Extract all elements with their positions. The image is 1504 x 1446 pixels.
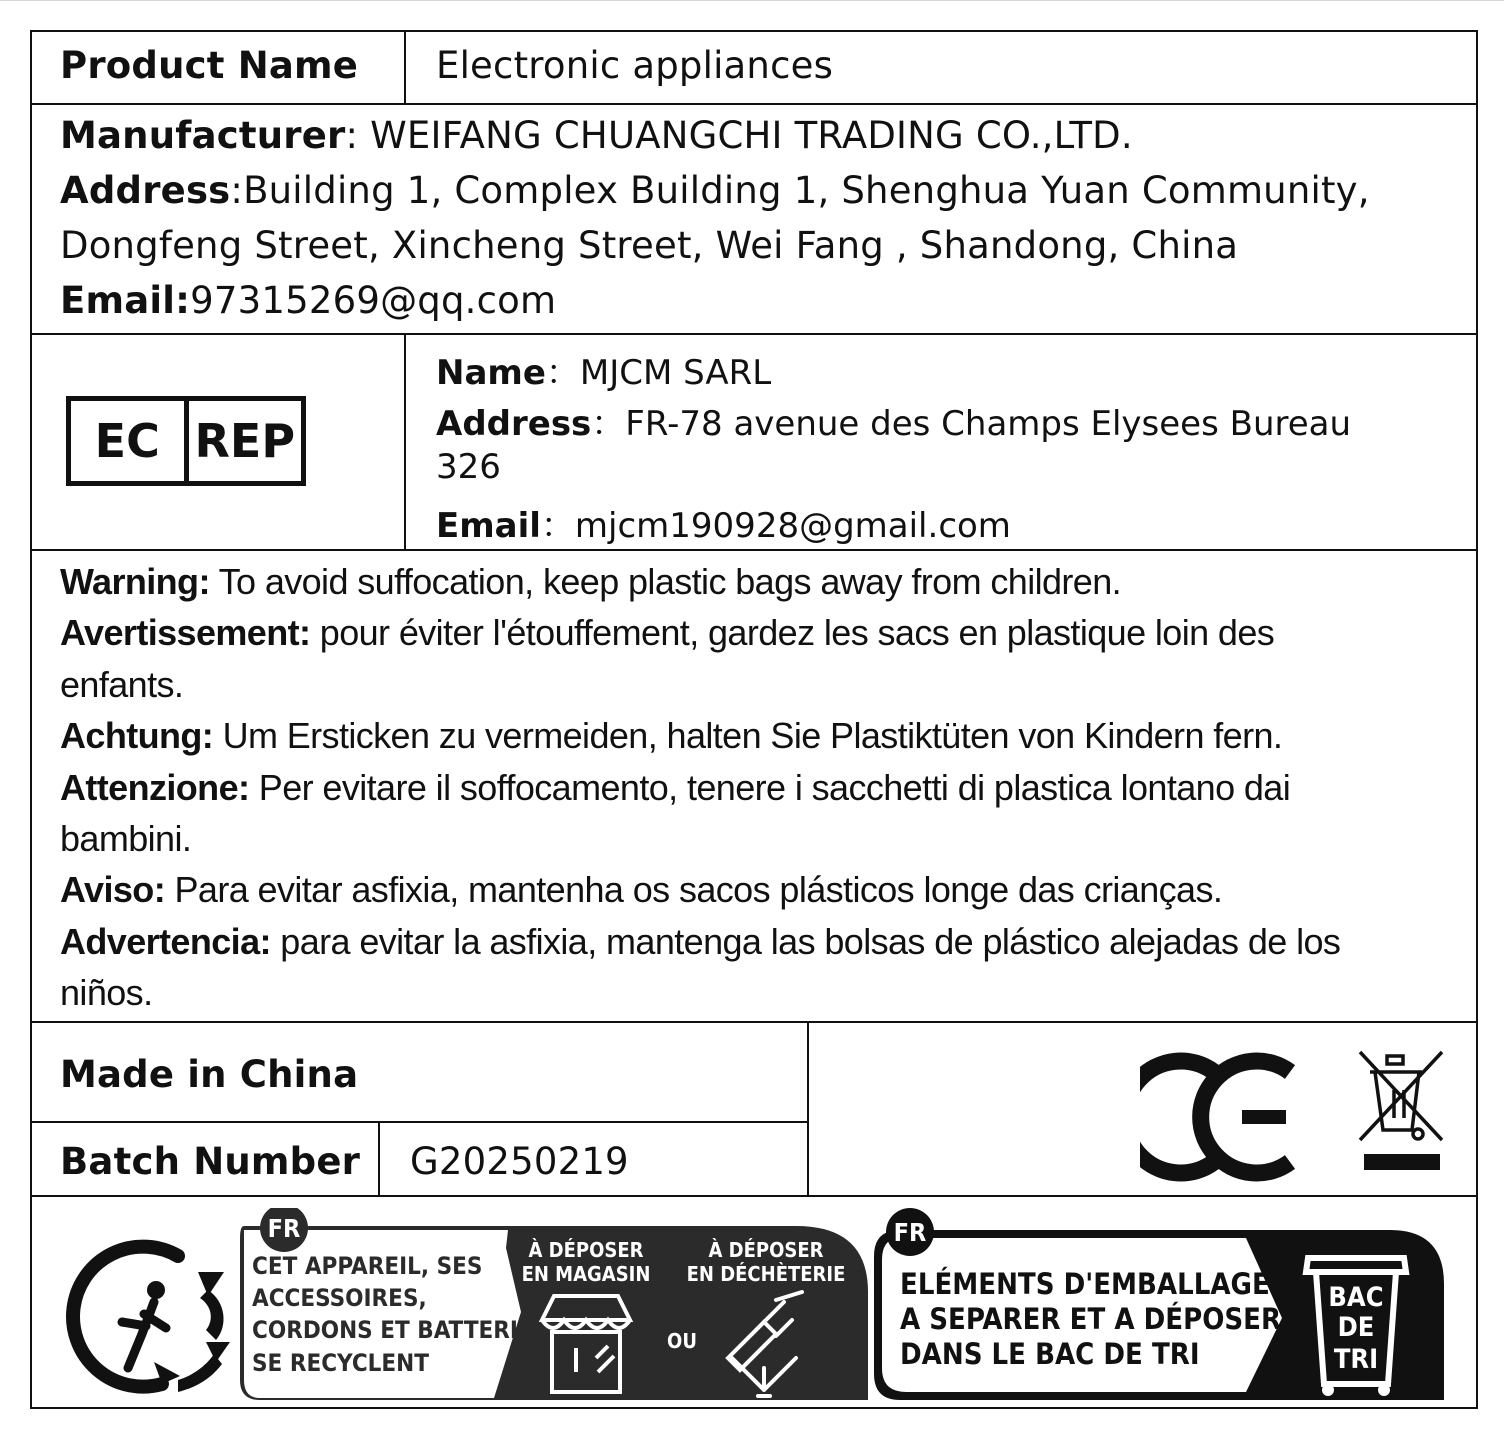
ec-rep-left: EC — [94, 414, 160, 468]
rule — [807, 1021, 809, 1197]
triman-text-line: CET APPAREIL, SES — [252, 1252, 483, 1280]
triman-text-line: CORDONS ET BATTERI — [252, 1316, 518, 1344]
bin-label: TRI — [1333, 1344, 1379, 1375]
bin-label: BAC — [1328, 1282, 1384, 1313]
warning-it — [60, 762, 1460, 813]
warning-label: Advertencia: — [60, 920, 271, 962]
packaging-line: DANS LE BAC DE TRI — [900, 1337, 1200, 1371]
manufacturer-value: : WEIFANG CHUANGCHI TRADING CO.,LTD. — [345, 114, 1133, 157]
warning-en — [60, 556, 1460, 607]
manufacturer-email-line — [60, 279, 556, 322]
rule — [30, 333, 1476, 335]
ec-rep-email-label: Email — [436, 506, 541, 546]
warning-fr-cont: enfants. — [60, 663, 184, 705]
warning-label: Achtung: — [60, 715, 214, 757]
packaging-line: A SEPARER ET A DÉPOSER — [900, 1302, 1282, 1336]
ec-rep-name-line — [436, 345, 771, 394]
manufacturer-email-label: Email: — [60, 279, 191, 322]
triman-fr-badge: FR — [267, 1214, 301, 1243]
ce-mark-icon — [1140, 1050, 1310, 1185]
manufacturer-address-label: Address — [60, 169, 231, 212]
shop-line2: EN MAGASIN — [521, 1262, 651, 1286]
rule — [404, 30, 406, 105]
shop-line1: À DÉPOSER — [528, 1238, 644, 1262]
warning-text: Per evitare il soffocamento, tenere i sacchetti di plastica lontano dai — [249, 766, 1291, 808]
packaging-sorting-panel — [870, 1208, 1460, 1403]
triman-info-panel — [236, 1208, 876, 1403]
warning-pt — [60, 864, 1460, 915]
batch-number-value: G20250219 — [410, 1140, 629, 1183]
warning-text: Um Ersticken zu vermeiden, halten Sie Plastiktüten von Kindern fern. — [213, 715, 1283, 757]
manufacturer-line — [60, 114, 1133, 157]
warning-text: para evitar la asfixia, mantenga las bolsas de plástico alejadas de los — [270, 920, 1341, 962]
rule — [378, 1121, 380, 1197]
triman-recycling-icon — [58, 1230, 238, 1400]
ec-rep-right: REP — [194, 414, 296, 468]
top-border — [0, 0, 1504, 1]
manufacturer-address-line1 — [60, 169, 1370, 212]
rule — [30, 1121, 809, 1123]
warning-es — [60, 916, 1460, 967]
product-name-value: Electronic appliances — [436, 44, 834, 87]
ec-rep-address-line1 — [436, 396, 1351, 445]
ec-rep-symbol — [66, 396, 306, 486]
manufacturer-label: Manufacturer — [60, 114, 346, 157]
warning-label: Avertissement: — [60, 612, 311, 654]
ec-rep-address-label: Address — [436, 404, 592, 444]
ec-rep-email-value: ：mjcm190928@gmail.com — [540, 506, 1011, 546]
rule — [30, 103, 1476, 105]
warning-it-cont: bambini. — [60, 817, 192, 859]
warning-text: To avoid suffocation, keep plastic bags away from children. — [209, 561, 1122, 602]
warning-es-cont: niños. — [60, 972, 153, 1014]
ec-rep-address-line2: 326 — [436, 447, 501, 487]
bin-label: DE — [1337, 1312, 1375, 1343]
manufacturer-email-value: 97315269@qq.com — [190, 279, 557, 322]
warning-text: Para evitar asfixia, mantenha os sacos plásticos longe das crianças. — [165, 869, 1223, 911]
ec-rep-email-line — [436, 498, 1011, 547]
rule — [30, 1195, 1476, 1197]
batch-number-label: Batch Number — [60, 1140, 361, 1183]
triman-text-line: SE RECYCLENT — [252, 1349, 429, 1377]
ec-rep-name-value: ：MJCM SARL — [545, 353, 772, 393]
weee-crossed-bin-icon — [1356, 1046, 1448, 1178]
ec-rep-name-label: Name — [436, 353, 546, 393]
made-in-china: Made in China — [60, 1053, 359, 1096]
manufacturer-address-value: :Building 1, Complex Building 1, Shenghua Yuan Community, — [230, 169, 1370, 212]
ec-rep-address-value: ：FR-78 avenue des Champs Elysees Bureau — [591, 404, 1352, 444]
triman-text-line: ACCESSOIRES, — [252, 1284, 427, 1312]
manufacturer-address-line2: Dongfeng Street, Xincheng Street, Wei Fang , Shandong, China — [60, 224, 1239, 267]
warning-label: Attenzione: — [60, 766, 250, 808]
warning-de — [60, 710, 1460, 761]
product-name-label: Product Name — [60, 44, 359, 87]
warning-fr — [60, 607, 1460, 658]
or-label: OU — [667, 1329, 697, 1353]
dump-line1: À DÉPOSER — [708, 1238, 824, 1262]
rule — [30, 1021, 1476, 1023]
warning-label: Aviso: — [60, 869, 166, 911]
warning-text: pour éviter l'étouffement, gardez les sacs en plastique loin des — [310, 612, 1275, 654]
warnings-block — [60, 556, 1460, 1019]
dump-line2: EN DÉCHÈTERIE — [686, 1262, 846, 1286]
warning-label: Warning: — [60, 561, 210, 602]
rule — [404, 333, 406, 551]
packaging-fr-badge: FR — [893, 1218, 927, 1247]
rule — [30, 549, 1476, 551]
packaging-line: ELÉMENTS D'EMBALLAGE — [900, 1267, 1270, 1301]
